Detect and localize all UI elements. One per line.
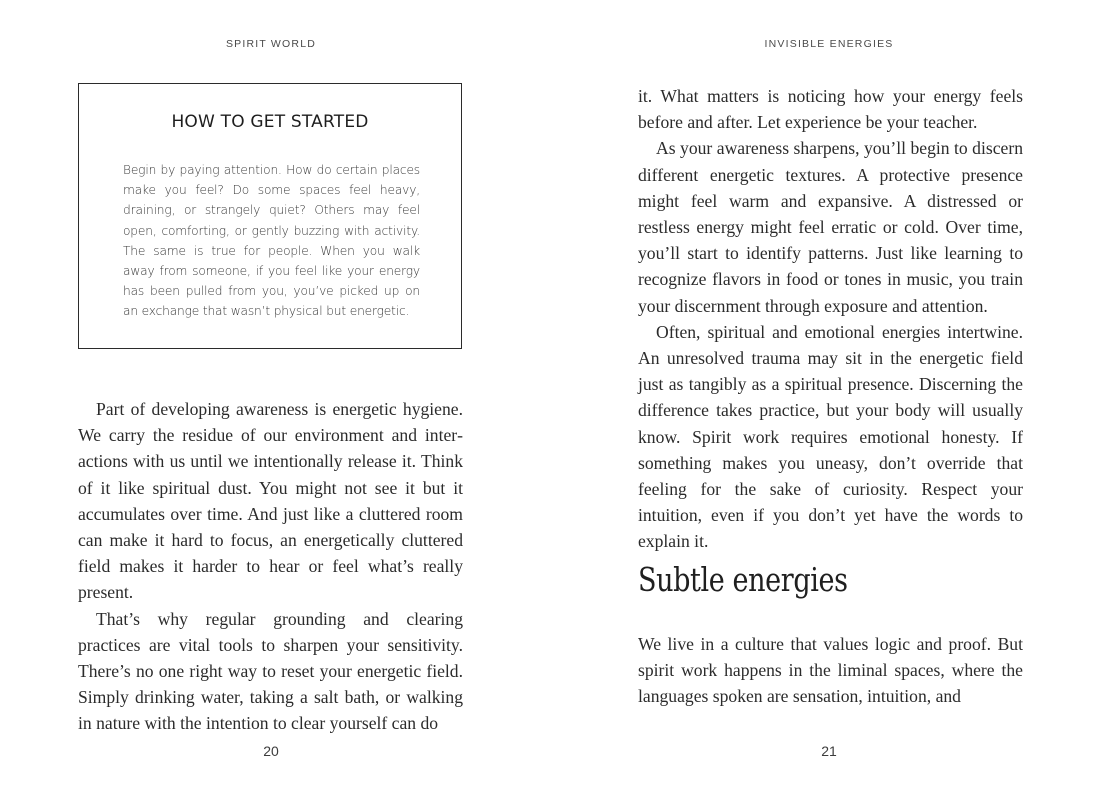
how-to-get-started-box (78, 83, 462, 349)
paragraph: As your awareness sharpens, you’ll begin to discern different energetic textures. A protective presence might feel warm and expansive. A distressed or restless energy might feel erratic or cold. Over time, you’ll start to identify patterns. Just like learning to recognize flavors in food or tones in music, you train your discernment through exposure and attention. (638, 138, 1023, 316)
running-head-left: SPIRIT WORLD (225, 38, 317, 50)
paragraph: Part of developing awareness is energetic hygiene. We carry the residue of our environment and interactions with us until we intentionally release it. Think of it like spiritual dust. You might not see it but it accumulates over time. And just like a cluttered room can make it hard to focus, an energetically cluttered field makes it harder to hear or feel what’s really present. (78, 399, 463, 603)
sidebar-title: HOW TO GET STARTED (171, 112, 369, 132)
right-body-text-top (638, 83, 1023, 555)
right-page (550, 0, 1100, 795)
page-number-right: 21 (821, 743, 837, 759)
section-heading: Subtle energies (638, 560, 848, 599)
paragraph: it. What matters is noticing how your energy feels before and after. Let experience be your teacher. (638, 86, 1023, 133)
paragraph: That’s why regular grounding and clearing practices are vital tools to sharpen your sensitivity. There’s no one right way to reset your energetic field. Simply drinking water, taking a salt bath, or walking in nature with the intention to clear yourself can do (78, 608, 463, 734)
sidebar-body: Begin by paying attention. How do certain places make you feel? Do some spaces feel heavy, draining, or strangely quiet? Others may feel open, comforting, or gently buzzing with activity. The same is true for people. When you walk away from someone, if you feel like your energy has been pulled from you, you’ve picked up on an exchange that wasn’t physical but energetic. (123, 163, 420, 319)
paragraph: We live in a culture that values logic and proof. But spirit work happens in the liminal spaces, where the languages spoken are sensation, intuition, and (638, 634, 1023, 707)
right-body-text-bottom (638, 631, 1023, 710)
running-head-right: INVISIBLE ENERGIES (764, 38, 894, 50)
page-number-left: 20 (263, 743, 279, 759)
left-body-text (78, 396, 463, 737)
paragraph: Often, spiritual and emotional energies intertwine. An unresolved trauma may sit in the energetic field just as tangibly as a spiritual presence. Discerning the difference takes practice, but your body will usually know. Spirit work requires emotional honesty. If something makes you uneasy, don’t override that feeling for the sake of curiosity. Respect your intuition, even if you don’t yet have the words to explain it. (638, 321, 1023, 552)
